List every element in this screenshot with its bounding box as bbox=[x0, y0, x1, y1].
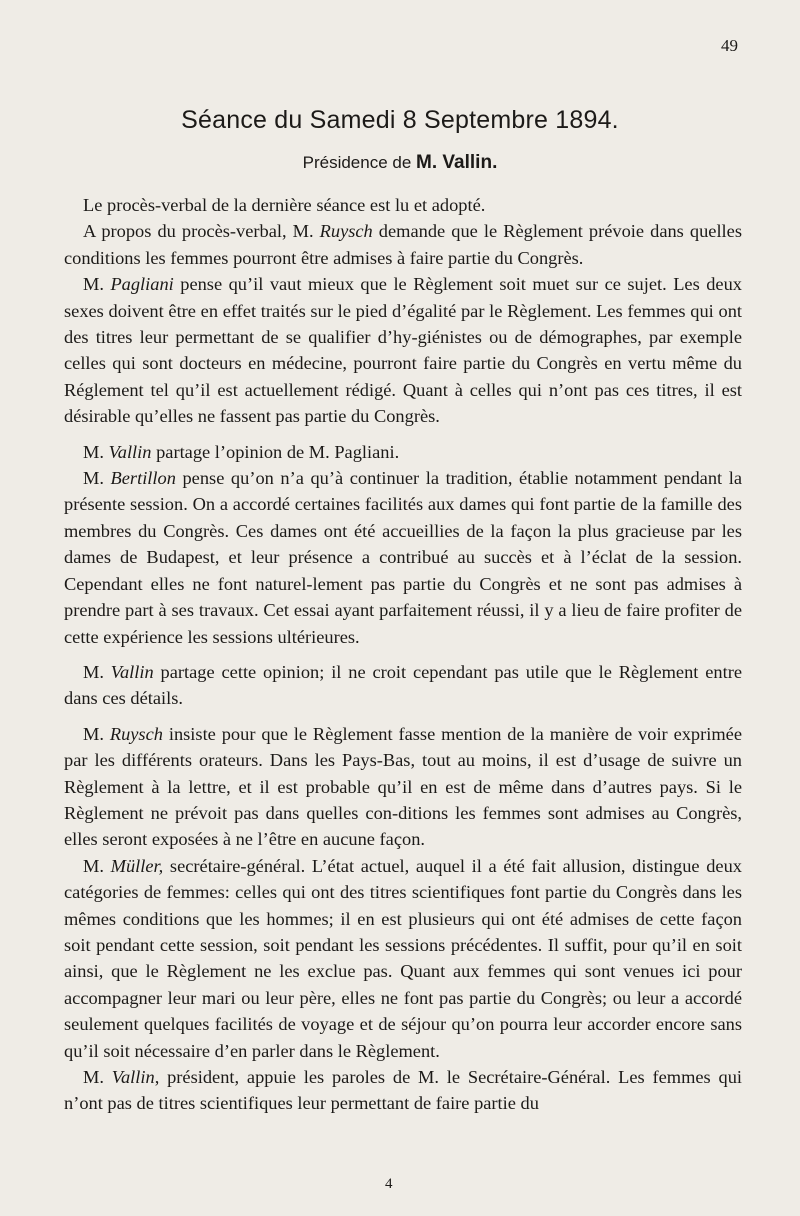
speaker-name: Ruysch bbox=[319, 221, 373, 242]
paragraph-text: Le procès-verbal de la dernière séance est lu et adopté. bbox=[83, 195, 486, 215]
paragraph: A propos du procès-verbal, M. Ruysch demande que le Règlement prévoie dans quelles conditions les femmes pourront être admises à faire partie du Congrès. bbox=[64, 221, 742, 268]
presidency-line bbox=[0, 152, 800, 174]
paragraph: M. Müller, secrétaire-général. L’état actuel, auquel il a été fait allusion, distingue deux catégories de femmes: celles qui ont des titres scientifiques font partie du Congrès dans les mêmes conditions que les hommes; il en est plusieurs qui ont été admises de cette façon soit pendant cette session, soit pendant les sessions précédentes. Il suffit, pour qu’il en soit ainsi, que le Règlement ne les exclue pas. Quant aux femmes qui sont venues ici pour accompagner leur mari ou leur père, elles ne font pas partie du Congrès; ou leur a accordé seulement quelques facilités de voyage et de séjour qu’on pourra leur accorder encore sans qu’il soit nécessaire d’en parler dans le Règlement. bbox=[64, 855, 742, 1061]
signature-mark: 4 bbox=[385, 1176, 393, 1192]
paragraph: M. Pagliani pense qu’il vaut mieux que le Règlement soit muet sur ce sujet. Les deux sexes doivent être en effet traités sur le pied d’égalité par le Règlement. Les femmes qui ont des titres leur permettant de se qualifier d’hy-giénistes ou de démographes, par exemple celles qui sont docteurs en médecine, pourront faire partie du Congrès en vertu même du Réglement tel qu’il est actuellement rédigé. Quant à celles qui n’ont pas ces titres, il est désirable qu’elles ne fassent pas partie du Congrès. bbox=[64, 274, 742, 427]
page-number: 49 bbox=[721, 36, 738, 55]
speaker-name: Vallin bbox=[111, 1067, 155, 1087]
paragraph: M. Vallin partage l’opinion de M. Pagliani. bbox=[83, 441, 400, 462]
paragraph: M. Vallin, président, appuie les paroles de M. le Secrétaire-Général. Les femmes qui n’ont pas de titres scientifiques leur permettant de faire partie du bbox=[64, 1067, 742, 1114]
speaker-name: Ruysch bbox=[109, 723, 163, 744]
body-text bbox=[64, 192, 742, 1117]
paragraph bbox=[64, 192, 742, 218]
paragraph: M. Vallin partage cette opinion; il ne croit cependant pas utile que le Règlement entre dans ces détails. bbox=[64, 661, 742, 709]
page-title: Séance du Samedi 8 Septembre 1894. bbox=[181, 106, 619, 134]
speaker-name: Vallin bbox=[110, 661, 154, 682]
speaker-name: Müller, bbox=[110, 855, 164, 876]
presidency-prefix: Présidence de bbox=[302, 153, 412, 172]
president-name: M. Vallin. bbox=[416, 152, 498, 173]
speaker-name: Bertillon bbox=[110, 468, 176, 489]
paragraph: M. Bertillon pense qu’on n’a qu’à continuer la tradition, établie notamment pendant la présente session. On a accordé certaines facilités aux dames qui font partie de la famille des membres du Congrès. Ces dames ont été accueillies de la façon la plus gracieuse par les dames de Budapest, et leur présence a contribué au succès et à l’éclat de la session. Cependant elles ne font naturel-lement pas partie du Congrès et ne sont pas admises à prendre part à ses travaux. Cet essai ayant parfaitement réussi, il y a lieu de faire profiter de cette expérience les sessions ultérieures. bbox=[64, 468, 742, 647]
paragraph: M. Ruysch insiste pour que le Règlement fasse mention de la manière de voir exprimée par les différents orateurs. Dans les Pays-Bas, tout au moins, il est d’usage de suivre un Règlement à la lettre, et il est probable qu’il en est de même dans d’autres pays. Si le Règlement ne prévoit pas dans quelles con-ditions les femmes sont admises au Congrès, elles seront exposées à ne l’être en aucune façon. bbox=[64, 723, 742, 850]
speaker-name: Pagliani bbox=[110, 274, 174, 295]
speaker-name: Vallin bbox=[108, 441, 152, 462]
